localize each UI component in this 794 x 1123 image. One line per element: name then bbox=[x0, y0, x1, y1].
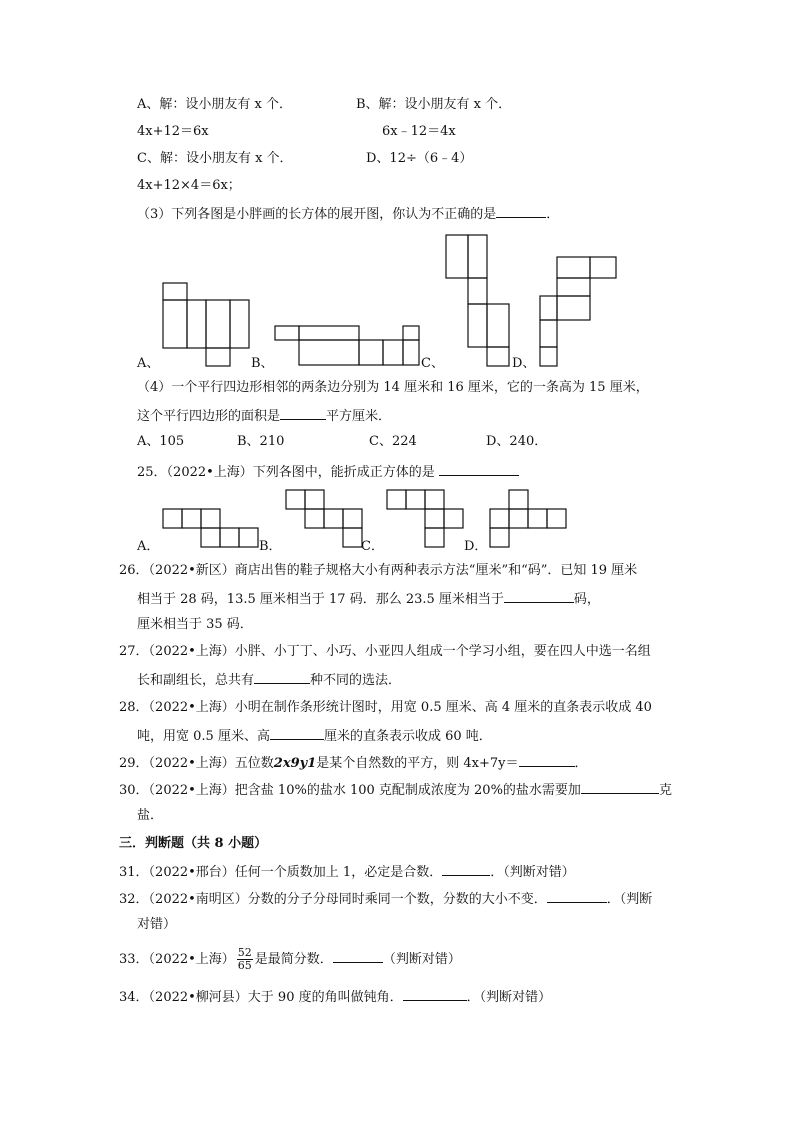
q27-line2: 长和副组长，总共有 种不同的选法． bbox=[137, 670, 401, 690]
cuboid-net-b bbox=[275, 326, 419, 365]
cuboid-label-a: A、 bbox=[137, 356, 160, 371]
five-digit-number: 2x9y1 bbox=[273, 756, 317, 771]
answer-blank[interactable] bbox=[333, 949, 383, 963]
cuboid-net-d bbox=[540, 257, 616, 366]
section-3-title: 三．判断题（共 8 小题） bbox=[119, 836, 268, 851]
cuboid-label-b: B、 bbox=[251, 356, 274, 371]
answer-blank[interactable] bbox=[403, 987, 467, 1001]
cube-net-a bbox=[163, 509, 258, 547]
q33-line: 33．（2022•上海） $\frac{52}{65}$ 是最简分数． （判断对错） bbox=[119, 946, 461, 972]
q32-line2: 对错） bbox=[137, 917, 177, 932]
q24-p3-stem: （3）下列各图是小胖画的长方体的展开图，你认为不正确的是 ． bbox=[137, 204, 559, 224]
fraction-52-65: $\frac{52}{65}$ bbox=[237, 946, 252, 972]
q24-option-a-line2: 4x+12＝6x bbox=[137, 124, 209, 139]
q28-line1: 28．（2022•上海）小明在制作条形统计图时，用宽 0.5 厘米、高 4 厘米的直条表示收成 40 bbox=[119, 700, 652, 715]
cube-net-c bbox=[387, 490, 463, 547]
q24-option-b-line1: B、解：设小朋友有 x 个． bbox=[356, 97, 512, 112]
q24-option-a-line1: A、解：设小朋友有 x 个． bbox=[137, 97, 292, 112]
q24-option-c-line2: 4x+12×4＝6x； bbox=[137, 178, 241, 193]
answer-blank[interactable] bbox=[504, 589, 574, 603]
q24-p4-option-a: A、105 bbox=[137, 434, 185, 449]
answer-blank[interactable] bbox=[254, 670, 310, 684]
q26-line1: 26．（2022•新区）商店出售的鞋子规格大小有两种表示方法“厘米”和“码”．已知 19 厘米 bbox=[119, 563, 638, 578]
q25-stem: 25．（2022•上海）下列各图中，能折成正方体的是 bbox=[137, 462, 519, 482]
cube-label-a: A． bbox=[137, 539, 160, 554]
cube-net-b bbox=[286, 490, 362, 547]
answer-blank[interactable] bbox=[280, 406, 326, 420]
answer-blank[interactable] bbox=[547, 889, 607, 903]
q24-p4-option-d: D、240． bbox=[486, 434, 548, 449]
q26-line2: 相当于 28 码，13.5 厘米相当于 17 码．那么 23.5 厘米相当于 码， bbox=[137, 589, 600, 609]
q24-p4-option-c: C、224 bbox=[369, 434, 417, 449]
cuboid-label-d: D、 bbox=[512, 356, 536, 371]
q24-option-d: D、12÷（6﹣4） bbox=[366, 151, 473, 166]
q28-line2: 吨，用宽 0.5 厘米、高 厘米的直条表示收成 60 吨． bbox=[137, 726, 492, 746]
answer-blank[interactable] bbox=[442, 862, 490, 876]
cuboid-net-a bbox=[163, 283, 249, 366]
cube-label-c: C． bbox=[361, 539, 384, 554]
answer-blank[interactable] bbox=[270, 726, 324, 740]
q29-line: 29．（2022•上海）五位数2x9y1是某个自然数的平方，则 4x+7y＝ ． bbox=[119, 753, 588, 773]
answer-blank[interactable] bbox=[496, 204, 546, 218]
q24-option-b-line2: 6x﹣12＝4x bbox=[382, 124, 456, 139]
cube-net-d bbox=[490, 490, 566, 547]
q32-line1: 32．（2022•南明区）分数的分子分母同时乘同一个数，分数的大小不变． ．（判断 bbox=[119, 889, 652, 909]
q30-line2: 盐． bbox=[137, 808, 164, 823]
q27-line1: 27．（2022•上海）小胖、小丁丁、小巧、小亚四人组成一个学习小组，要在四人中选一名组 bbox=[119, 644, 651, 659]
cube-label-d: D． bbox=[464, 539, 488, 554]
q24-p4-line2: 这个平行四边形的面积是 平方厘米． bbox=[137, 406, 391, 426]
q24-option-c-line1: C、解：设小朋友有 x 个． bbox=[137, 151, 293, 166]
q24-p4-line1: （4）一个平行四边形相邻的两条边分别为 14 厘米和 16 厘米，它的一条高为 15 厘米， bbox=[137, 380, 649, 395]
cube-label-b: B． bbox=[259, 539, 282, 554]
q24-p4-option-b: B、210 bbox=[237, 434, 285, 449]
cuboid-net-c bbox=[446, 235, 509, 366]
cuboid-label-c: C、 bbox=[421, 356, 444, 371]
answer-blank[interactable] bbox=[581, 780, 659, 794]
answer-blank[interactable] bbox=[439, 462, 519, 476]
answer-blank[interactable] bbox=[519, 753, 575, 767]
q31-line: 31．（2022•邢台）任何一个质数加上 1，必定是合数． ．（判断对错） bbox=[119, 862, 575, 882]
q30-line1: 30．（2022•上海）把含盐 10%的盐水 100 克配制成浓度为 20%的盐水需要加 克 bbox=[119, 780, 672, 800]
q34-line: 34．（2022•柳河县）大于 90 度的角叫做钝角． ．（判断对错） bbox=[119, 987, 551, 1007]
q26-line3: 厘米相当于 35 码． bbox=[137, 617, 253, 632]
